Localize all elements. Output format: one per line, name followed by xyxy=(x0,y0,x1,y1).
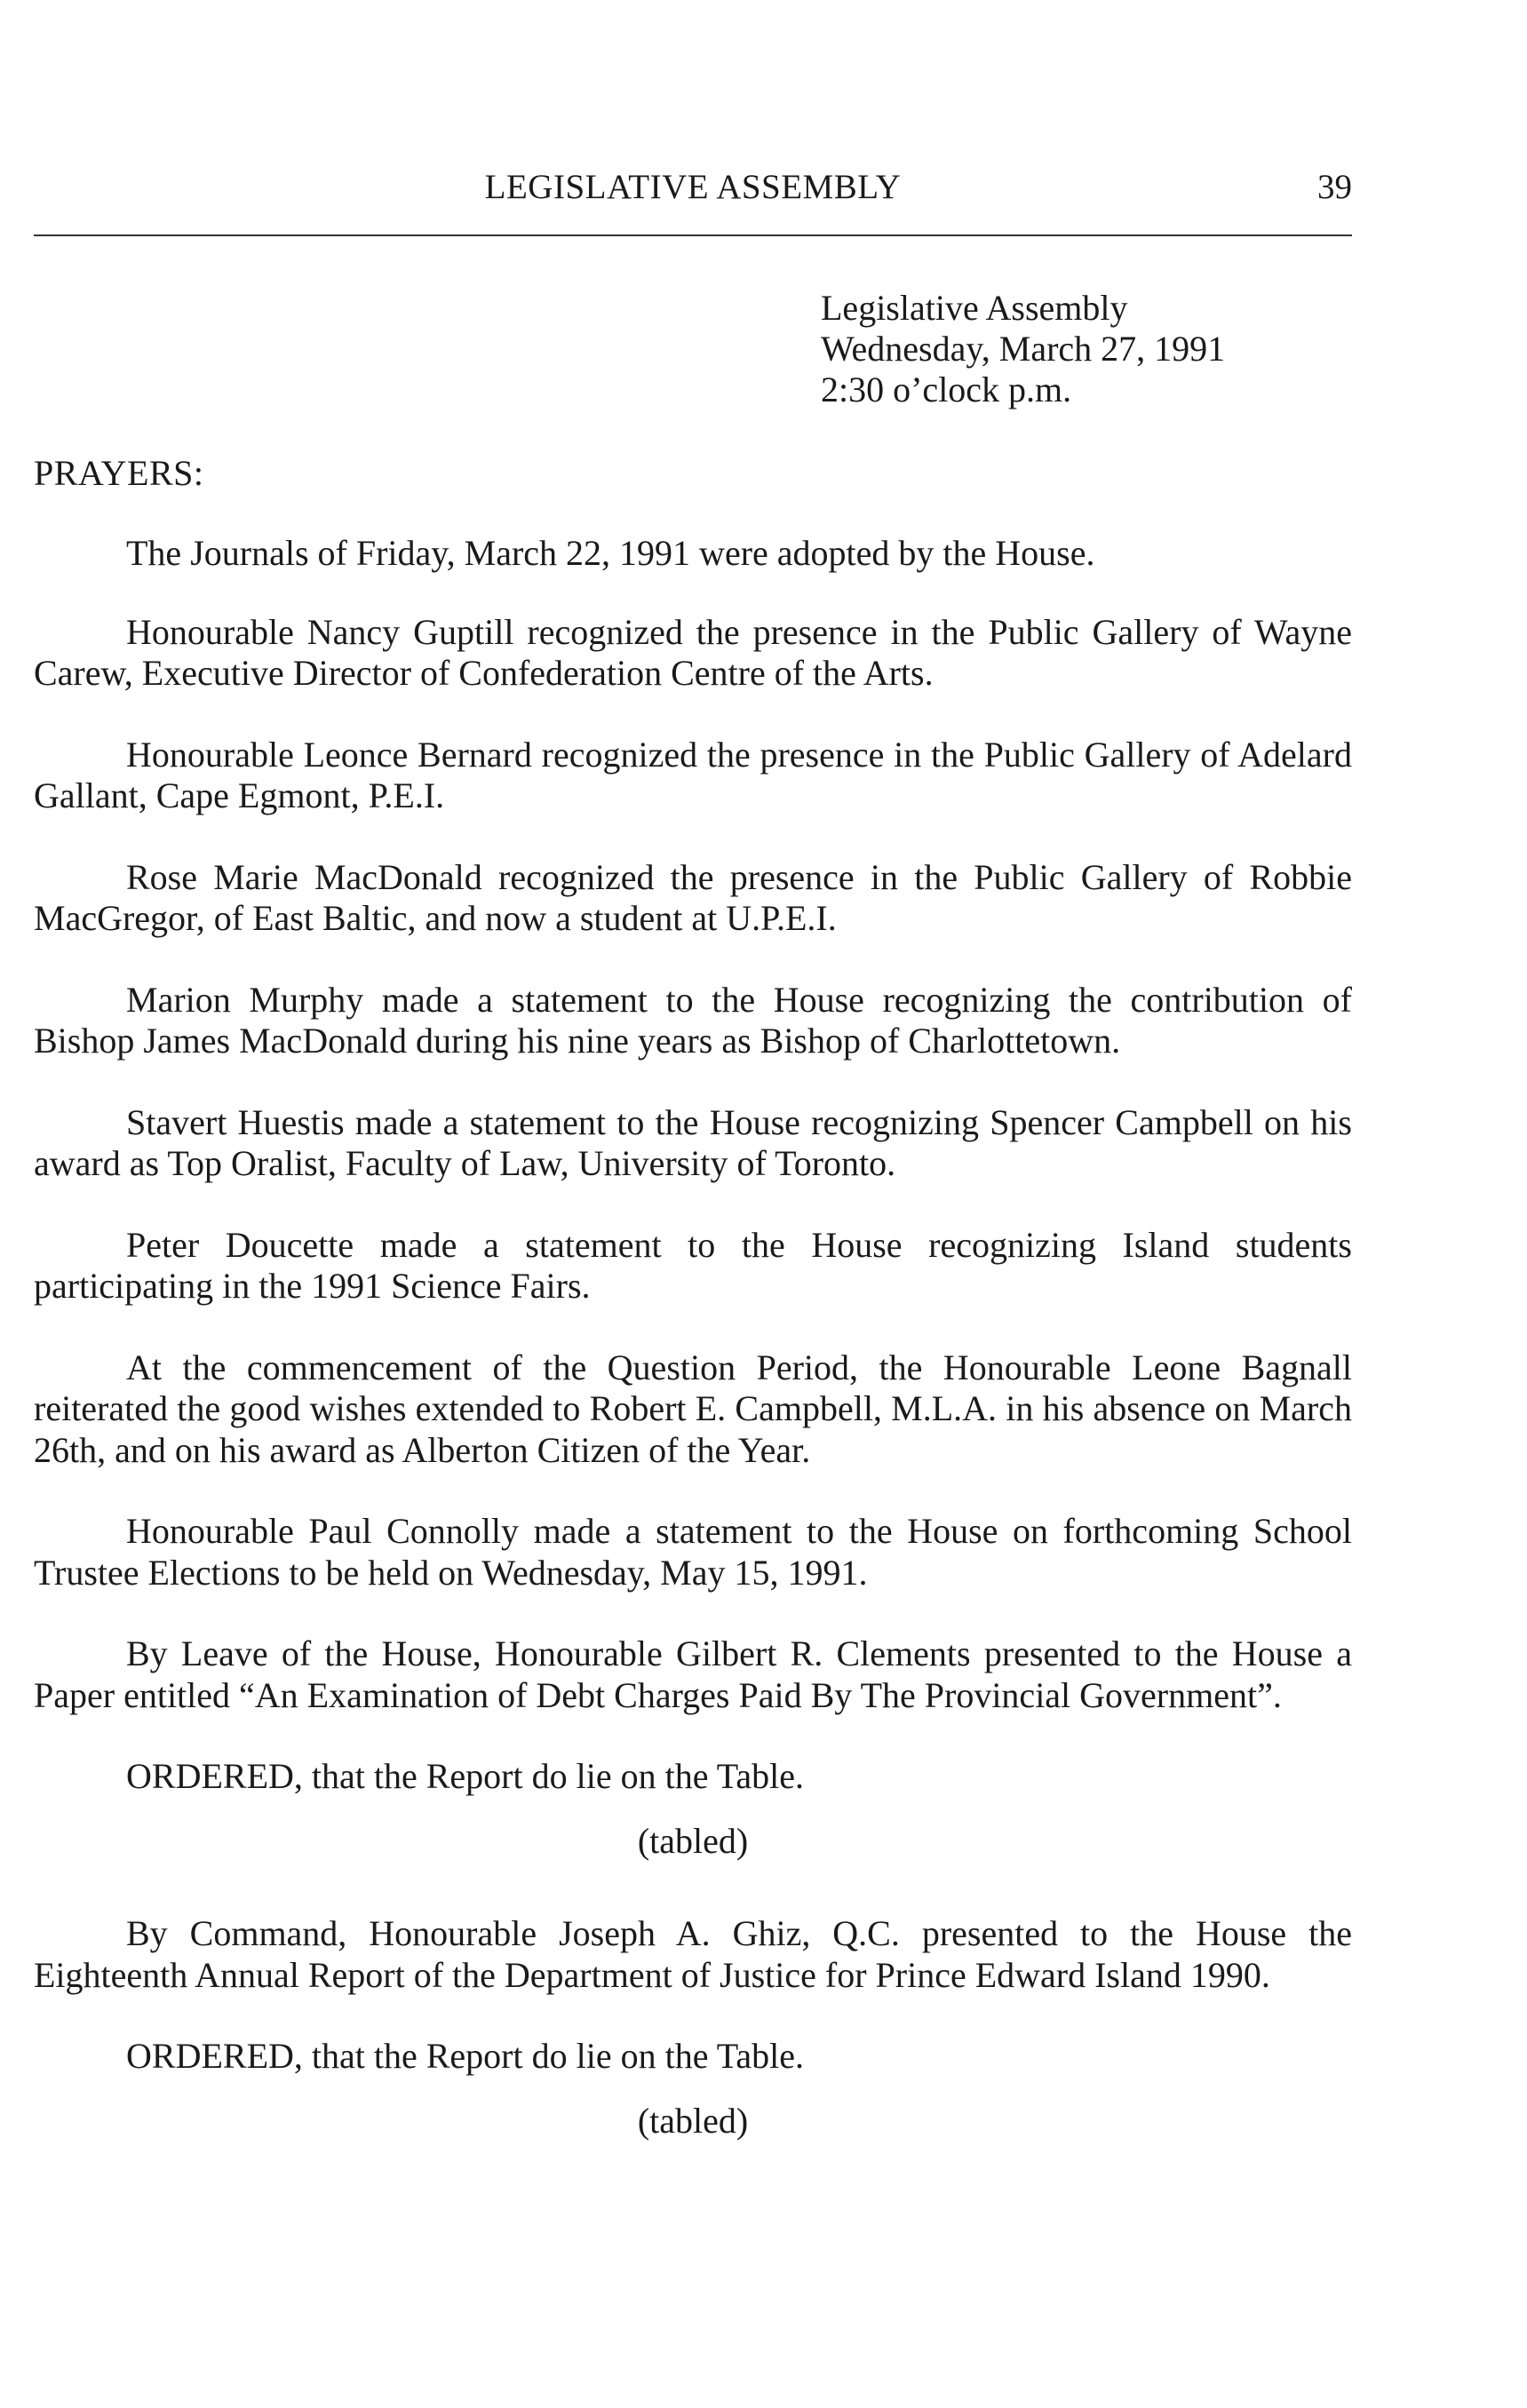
paragraph-question-period: At the commencement of the Question Period, the Honourable Leone Bagnall reiterated the good wishes extended to Robert E. Campbell, M.L.A. in his absence on March 26th, and on his award as Alberton Citizen of the Year. xyxy=(34,1347,1352,1470)
paragraph-clements-paper: By Leave of the House, Honourable Gilbert R. Clements presented to the House a Paper entitled “An Examination of Debt Charges Paid By The Provincial Government”. xyxy=(34,1633,1352,1715)
prayers-heading: PRAYERS: xyxy=(34,453,204,493)
paragraph-macdonald: Rose Marie MacDonald recognized the presence in the Public Gallery of Robbie MacGregor, of East Baltic, and now a student at U.P.E.I. xyxy=(34,856,1352,938)
dateline-date: Wednesday, March 27, 1991 xyxy=(821,329,1226,369)
dateline-assembly: Legislative Assembly xyxy=(821,288,1128,328)
paragraph-ordered-1: ORDERED, that the Report do lie on the Table. xyxy=(126,1756,804,1796)
paragraph-murphy: Marion Murphy made a statement to the House recognizing the contribution of Bishop James MacDonald during his nine years as Bishop of Charlottetown. xyxy=(34,979,1352,1061)
dateline-time: 2:30 o’clock p.m. xyxy=(821,370,1072,409)
paragraph-ordered-2: ORDERED, that the Report do lie on the Table. xyxy=(126,2036,804,2076)
running-title: LEGISLATIVE ASSEMBLY xyxy=(484,168,902,206)
page-number: 39 xyxy=(1317,168,1352,206)
paragraph-doucette: Peter Doucette made a statement to the House recognizing Island students participating in the 1991 Science Fairs. xyxy=(34,1224,1352,1306)
header-rule xyxy=(34,234,1352,236)
paragraph-guptill: Honourable Nancy Guptill recognized the presence in the Public Gallery of Wayne Carew, Executive Director of Confederation Centre of the Arts. xyxy=(34,611,1352,693)
tabled-note-1: (tabled) xyxy=(637,1820,749,1861)
paragraph-huestis: Stavert Huestis made a statement to the House recognizing Spencer Campbell on his award as Top Oralist, Faculty of Law, University of Toronto. xyxy=(34,1101,1352,1183)
paragraph-bernard: Honourable Leonce Bernard recognized the presence in the Public Gallery of Adelard Gallant, Cape Egmont, P.E.I. xyxy=(34,734,1352,815)
paragraph-journals-adopted: The Journals of Friday, March 22, 1991 were adopted by the House. xyxy=(126,533,1095,573)
paragraph-ghiz-report: By Command, Honourable Joseph A. Ghiz, Q.C. presented to the House the Eighteenth Annual Report of the Department of Justice for Prince Edward Island 1990. xyxy=(34,1913,1352,1995)
running-header xyxy=(34,165,1352,210)
sitting-dateline xyxy=(821,288,1225,410)
paragraph-connolly: Honourable Paul Connolly made a statement to the House on forthcoming School Trustee Elections to be held on Wednesday, May 15, 1991. xyxy=(34,1511,1352,1593)
journal-body xyxy=(34,533,1352,2193)
document-page xyxy=(34,0,1352,2408)
tabled-note-2: (tabled) xyxy=(637,2100,749,2141)
